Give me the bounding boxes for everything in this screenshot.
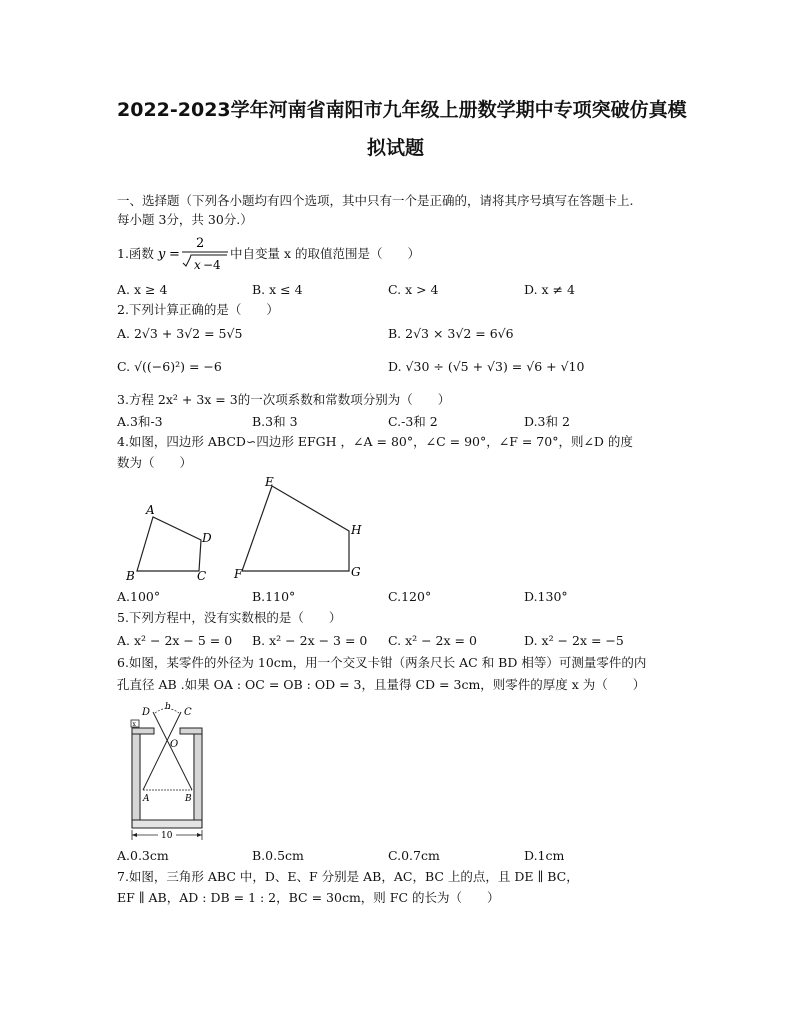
q6-option-b[interactable]: B.0.5cm — [252, 848, 304, 863]
q1-stem-prefix: 1.函数 — [117, 246, 154, 261]
label-d: D — [202, 531, 212, 545]
svg-text:x: x — [194, 258, 201, 272]
q6-option-c[interactable]: C.0.7cm — [388, 848, 440, 863]
q2-option-c[interactable]: C. √((−6)²) = −6 — [117, 359, 222, 374]
q4-stem-line1: 4.如图，四边形 ABCD∽四边形 EFGH ，∠A = 80°，∠C = 90°，∠F = 70°，则∠D 的度 — [117, 434, 633, 449]
q2-option-d[interactable]: D. √30 ÷ (√5 + √3) = √6 + √10 — [388, 359, 585, 374]
q2-stem: 2.下列计算正确的是（ ） — [117, 302, 279, 317]
part-right-wall — [194, 730, 202, 820]
label-d: D — [142, 707, 151, 718]
label-a: A — [143, 794, 150, 804]
q5-option-d[interactable]: D. x² − 2x = −5 — [524, 633, 624, 648]
dimension-label: 10 — [161, 831, 173, 841]
caliper-arm-ca — [143, 712, 181, 790]
q4-stem-line2: 数为（ ） — [117, 455, 193, 470]
q1-option-a[interactable]: A. x ≥ 4 — [117, 282, 168, 297]
q7-stem-line2: EF ∥ AB，AD : DB = 1 : 2，BC = 30cm，则 FC 的长为（ ） — [117, 890, 500, 905]
label-e: E — [265, 475, 274, 489]
part-outer — [132, 730, 202, 828]
quadrilateral-abcd — [137, 517, 201, 571]
q4-option-d[interactable]: D.130° — [524, 589, 568, 604]
q5-option-a[interactable]: A. x² − 2x − 5 = 0 — [117, 633, 233, 648]
q4-option-b[interactable]: B.110° — [252, 589, 296, 604]
q6-figure — [114, 700, 214, 842]
q4-option-c[interactable]: C.120° — [388, 589, 432, 604]
label-c: C — [197, 569, 207, 583]
page-title-line2: 拟试题 — [367, 137, 425, 159]
svg-text:2: 2 — [196, 236, 205, 251]
label-f: F — [234, 567, 243, 581]
q2-option-a[interactable]: A. 2√3 + 3√2 = 5√5 — [117, 326, 243, 341]
section-instruction-line2: 每小题 3分，共 30分.） — [117, 212, 253, 227]
q6-option-d[interactable]: D.1cm — [524, 848, 565, 863]
label-a: A — [146, 503, 155, 517]
section-instruction-line1: 一、选择题（下列各小题均有四个选项，其中只有一个是正确的，请将其序号填写在答题卡上. — [117, 193, 634, 208]
q2-option-b[interactable]: B. 2√3 × 3√2 = 6√6 — [388, 326, 514, 341]
svg-text:x: x — [132, 721, 136, 728]
q3-option-b[interactable]: B.3和 3 — [252, 414, 298, 429]
label-h: H — [351, 523, 362, 537]
label-c: C — [184, 707, 192, 718]
q6-stem-line1: 6.如图，某零件的外径为 10cm，用一个交叉卡钳（两条尺长 AC 和 BD 相等）可测量零件的内 — [117, 655, 647, 670]
q5-option-c[interactable]: C. x² − 2x = 0 — [388, 633, 477, 648]
svg-text:=: = — [169, 247, 180, 262]
part-left-wall — [132, 730, 140, 820]
q1-stem-suffix: 中自变量 x 的取值范围是（ ） — [230, 246, 420, 261]
svg-text:−4: −4 — [203, 258, 221, 272]
svg-text:y: y — [158, 247, 166, 262]
label-o: O — [170, 739, 179, 750]
q1-option-b[interactable]: B. x ≤ 4 — [252, 282, 303, 297]
label-g: G — [351, 565, 361, 579]
q6-stem-line2: 孔直径 AB .如果 OA : OC = OB : OD = 3，且量得 CD = 3cm，则零件的厚度 x 为（ ） — [117, 677, 646, 692]
q6-option-a[interactable]: A.0.3cm — [117, 848, 169, 863]
q3-option-d[interactable]: D.3和 2 — [524, 414, 570, 429]
label-b: B — [126, 569, 135, 583]
q3-option-c[interactable]: C.-3和 2 — [388, 414, 438, 429]
quadrilateral-efgh — [242, 486, 349, 571]
q3-stem: 3.方程 2x² + 3x = 3的一次项系数和常数项分别为（ ） — [117, 392, 451, 407]
q4-figure — [115, 472, 375, 584]
page-title-line1: 2022-2023学年河南省南阳市九年级上册数学期中专项突破仿真模 — [117, 99, 687, 121]
caliper-arm-db — [153, 712, 192, 790]
q4-option-a[interactable]: A.100° — [117, 589, 161, 604]
q5-option-b[interactable]: B. x² − 2x − 3 = 0 — [252, 633, 368, 648]
label-b: b — [165, 702, 171, 712]
q3-option-a[interactable]: A.3和-3 — [117, 414, 163, 429]
label-b-point: B — [185, 794, 192, 804]
q5-stem: 5.下列方程中，没有实数根的是（ ） — [117, 610, 342, 625]
q1-formula — [154, 232, 230, 274]
q1-option-c[interactable]: C. x > 4 — [388, 282, 439, 297]
q1-option-d[interactable]: D. x ≠ 4 — [524, 282, 575, 297]
q7-stem-line1: 7.如图，三角形 ABC 中，D、E、F 分别是 AB，AC，BC 上的点，且 DE ∥ BC， — [117, 869, 579, 884]
